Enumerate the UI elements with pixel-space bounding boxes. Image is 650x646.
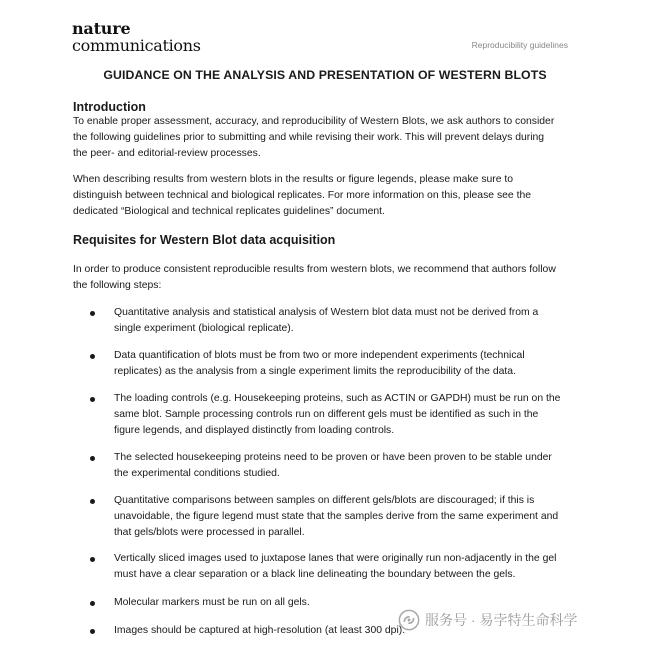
list-item-text (114, 305, 586, 337)
requisites-heading: Requisites for Western Blot data acquisition (73, 233, 336, 247)
list-item-text (114, 348, 586, 380)
text-line: unavoidable, the figure legend must state that the samples derive from the same experiment and (114, 511, 559, 522)
journal-logo (72, 20, 201, 54)
text-line: the experimental conditions studied. (114, 468, 280, 479)
text-line: In order to produce consistent reproducible results from western blots, we recommend that authors follow (73, 264, 556, 275)
text-line: figure legends, and displayed distinctly from loading controls. (114, 425, 395, 436)
text-line: Quantitative analysis and statistical analysis of Western blot data must not be derived from a (114, 307, 539, 318)
introduction-paragraph-1 (73, 114, 593, 162)
bullet-icon (90, 311, 95, 316)
bullet-icon (90, 601, 95, 606)
text-line: Vertically sliced images used to juxtapose lanes that were originally run non-adjacently in the gel (114, 553, 557, 564)
bullet-icon (90, 397, 95, 402)
introduction-heading: Introduction (73, 100, 146, 114)
wechat-official-account-icon (398, 609, 420, 631)
text-line: To enable proper assessment, accuracy, and reproducibility of Western Blots, we ask authors to consider (73, 116, 555, 127)
text-line: Data quantification of blots must be from two or more independent experiments (technical (114, 350, 525, 361)
text-line: must have a clear separation or a black line delineating the boundary between the gels. (114, 569, 516, 580)
text-line: the peer- and editorial-review processes. (73, 148, 261, 159)
text-line: When describing results from western blots in the results or figure legends, please make sure to (73, 174, 514, 185)
text-line: that gels/blots were processed in parallel. (114, 527, 305, 538)
text-line: The selected housekeeping proteins need to be proven or have been proven to be stable under (114, 452, 552, 463)
bullet-icon (90, 629, 95, 634)
bullet-icon (90, 456, 95, 461)
section-label: Reproducibility guidelines (471, 40, 568, 50)
text-line: same blot. Sample processing controls run on different gels must be identified as such in the (114, 409, 539, 420)
bullet-icon (90, 499, 95, 504)
text-line: the following steps: (73, 280, 162, 291)
bullet-icon (90, 557, 95, 562)
list-item-text (114, 493, 586, 541)
bullet-icon (90, 354, 95, 359)
text-line: single experiment (biological replicate). (114, 323, 294, 334)
text-line: distinguish between technical and biological replicates. For more information on this, please see the (73, 190, 532, 201)
logo-line-2: communications (72, 36, 201, 55)
watermark-text: 服务号 · 易孛特生命科学 (425, 612, 578, 628)
requisites-intro (73, 262, 593, 294)
logo-line-1: nature (72, 19, 131, 38)
text-line: the following guidelines prior to submitting and while revising their work. This will prevent delays during (73, 132, 545, 143)
text-line: dedicated “Biological and technical replicates guidelines” document. (73, 206, 385, 217)
document-title: GUIDANCE ON THE ANALYSIS AND PRESENTATION OF WESTERN BLOTS (103, 68, 547, 82)
text-line: Quantitative comparisons between samples on different gels/blots are discouraged; if this is (114, 495, 535, 506)
list-item-text (114, 551, 586, 583)
text-line: Molecular markers must be run on all gels. (114, 597, 310, 608)
list-item-text (114, 450, 586, 482)
watermark (398, 608, 577, 632)
text-line: replicates) as the analysis from a single experiment limits the reproducibility of the data. (114, 366, 516, 377)
text-line: Images should be captured at high-resolution (at least 300 dpi). (114, 625, 406, 636)
text-line: The loading controls (e.g. Housekeeping proteins, such as ACTIN or GAPDH) must be run on the (114, 393, 561, 404)
list-item-text (114, 391, 586, 439)
introduction-paragraph-2 (73, 172, 593, 220)
